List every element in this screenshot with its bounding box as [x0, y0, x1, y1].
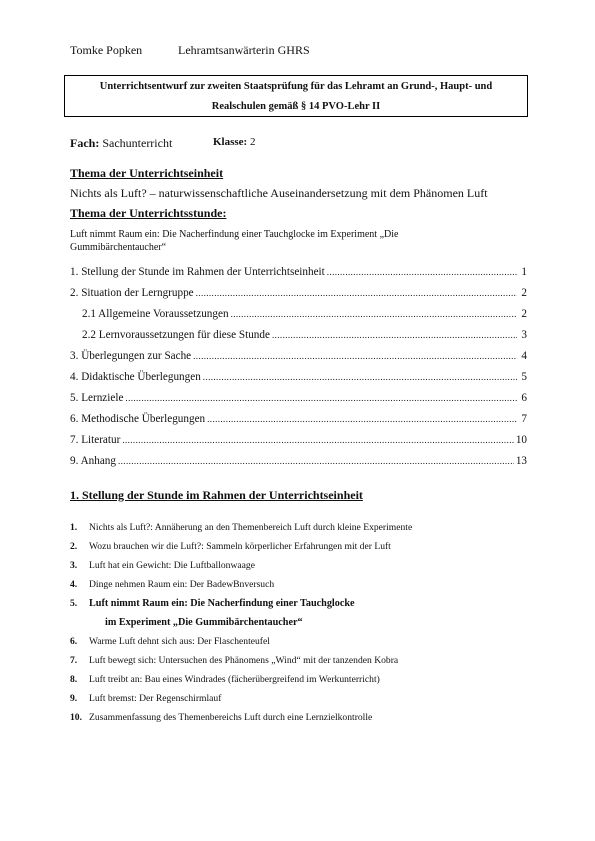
toc-entry[interactable]: [70, 329, 527, 350]
list-item-number: 1.: [70, 522, 78, 533]
class-info: [213, 136, 255, 148]
page-header: [70, 43, 310, 58]
list-item-text: Wozu brauchen wir die Luft?: Sammeln körperlicher Erfahrungen mit der Luft: [89, 541, 391, 552]
klasse-label: Klasse:: [213, 136, 248, 148]
list-item-text: Zusammenfassung des Themenbereichs Luft durch eine Lernzielkontrolle: [89, 712, 373, 723]
title-line-1: Unterrichtsentwurf zur zweiten Staatsprüfung für das Lehramt an Grund-, Haupt- und: [99, 81, 493, 92]
unit-theme-text: Nichts als Luft? – naturwissenschaftliche Auseinandersetzung mit dem Phänomen Luft: [70, 186, 488, 200]
title-line-2: Realschulen gemäß § 14 PVO-Lehr II: [211, 101, 381, 112]
fach-value: Sachunterricht: [102, 136, 173, 150]
toc-leader-dots: [231, 309, 517, 319]
list-item-number: 6.: [70, 636, 78, 647]
toc-entry[interactable]: [70, 266, 527, 287]
toc-entry-page: 3: [521, 329, 527, 341]
list-item-number: 10.: [70, 712, 82, 723]
toc-entry-page: 2: [521, 308, 527, 320]
toc-entry[interactable]: [70, 308, 527, 329]
unit-theme-heading: Thema der Unterrichtseinheit: [70, 166, 224, 180]
list-item-text: Warme Luft dehnt sich aus: Der Flaschenteufel: [89, 636, 270, 647]
toc-entry[interactable]: [70, 392, 527, 413]
table-of-contents: [70, 266, 527, 476]
list-item-text: Luft bewegt sich: Untersuchen des Phänomens „Wind“ mit der tanzenden Kobra: [89, 655, 399, 666]
toc-entry-label: 2. Situation der Lerngruppe: [70, 287, 194, 299]
list-item-text: Luft bremst: Der Regenschirmlauf: [89, 693, 222, 704]
fach-label: Fach:: [70, 136, 100, 150]
list-item-text: Luft nimmt Raum ein: Die Nacherfindung einer Tauchglocke: [89, 598, 355, 609]
lesson-theme-text: Luft nimmt Raum ein: Die Nacherfindung einer Tauchglocke im Experiment „Die Gummibärchentaucher“: [70, 229, 399, 253]
toc-entry-label: 6. Methodische Überlegungen: [70, 413, 206, 425]
toc-entry-page: 5: [521, 371, 527, 383]
list-item-number: 3.: [70, 560, 78, 571]
toc-entry[interactable]: [70, 350, 527, 371]
list-item-number: 5.: [70, 598, 78, 609]
toc-leader-dots: [196, 288, 517, 298]
list-item-text: Dinge nehmen Raum ein: Der BadewBnversuch: [89, 579, 275, 590]
author-name: Tomke Popken: [70, 43, 143, 57]
toc-entry-label: 9. Anhang: [70, 455, 116, 467]
toc-entry-page: 1: [521, 266, 527, 278]
subject-line: [70, 136, 256, 151]
toc-leader-dots: [125, 393, 517, 403]
toc-entry-label: 7. Literatur: [70, 434, 121, 446]
toc-leader-dots: [272, 330, 517, 340]
list-item-text: Luft hat ein Gewicht: Die Luftballonwaage: [89, 560, 255, 571]
list-item-number: 7.: [70, 655, 78, 666]
toc-entry-label: 1. Stellung der Stunde im Rahmen der Unterrichtseinheit: [70, 266, 325, 278]
toc-entry[interactable]: [70, 287, 527, 308]
toc-entry-label: 3. Überlegungen zur Sache: [70, 350, 192, 362]
toc-entry-label: 5. Lernziele: [70, 392, 124, 404]
toc-leader-dots: [193, 351, 517, 361]
list-item-number: 9.: [70, 693, 78, 704]
toc-entry[interactable]: [70, 455, 527, 476]
toc-entry-page: 10: [515, 434, 527, 446]
toc-entry[interactable]: [70, 434, 527, 455]
toc-entry-page: 4: [521, 350, 527, 362]
list-item-number: 8.: [70, 674, 78, 685]
section-1-heading: 1. Stellung der Stunde im Rahmen der Unterrichtseinheit: [70, 488, 363, 502]
title-box: [64, 75, 528, 117]
klasse-value: 2: [249, 136, 256, 148]
toc-leader-dots: [327, 267, 517, 277]
toc-entry[interactable]: [70, 413, 527, 434]
author-role: Lehramtsanwärterin GHRS: [178, 43, 310, 57]
toc-entry-label: 2.1 Allgemeine Voraussetzungen: [82, 308, 229, 320]
toc-leader-dots: [203, 372, 517, 382]
toc-entry-page: 6: [521, 392, 527, 404]
list-item-continuation-text: im Experiment „Die Gummibärchentaucher“: [105, 617, 303, 628]
toc-entry-label: 4. Didaktische Überlegungen: [70, 371, 201, 383]
toc-leader-dots: [118, 456, 514, 466]
toc-leader-dots: [122, 435, 513, 445]
list-item-number: 2.: [70, 541, 78, 552]
list-item-number: 4.: [70, 579, 78, 590]
toc-entry-page: 7: [521, 413, 527, 425]
toc-entry-page: 13: [515, 455, 527, 467]
list-item-text: Nichts als Luft?: Annäherung an den Themenbereich Luft durch kleine Experimente: [89, 522, 413, 533]
toc-leader-dots: [207, 414, 517, 424]
lesson-theme-heading: Thema der Unterrichtsstunde:: [70, 206, 227, 220]
toc-entry[interactable]: [70, 371, 527, 392]
toc-entry-label: 2.2 Lernvoraussetzungen für diese Stunde: [82, 329, 270, 341]
toc-entry-page: 2: [521, 287, 527, 299]
list-item-text: Luft treibt an: Bau eines Windrades (fächerübergreifend im Werkunterricht): [89, 674, 380, 685]
